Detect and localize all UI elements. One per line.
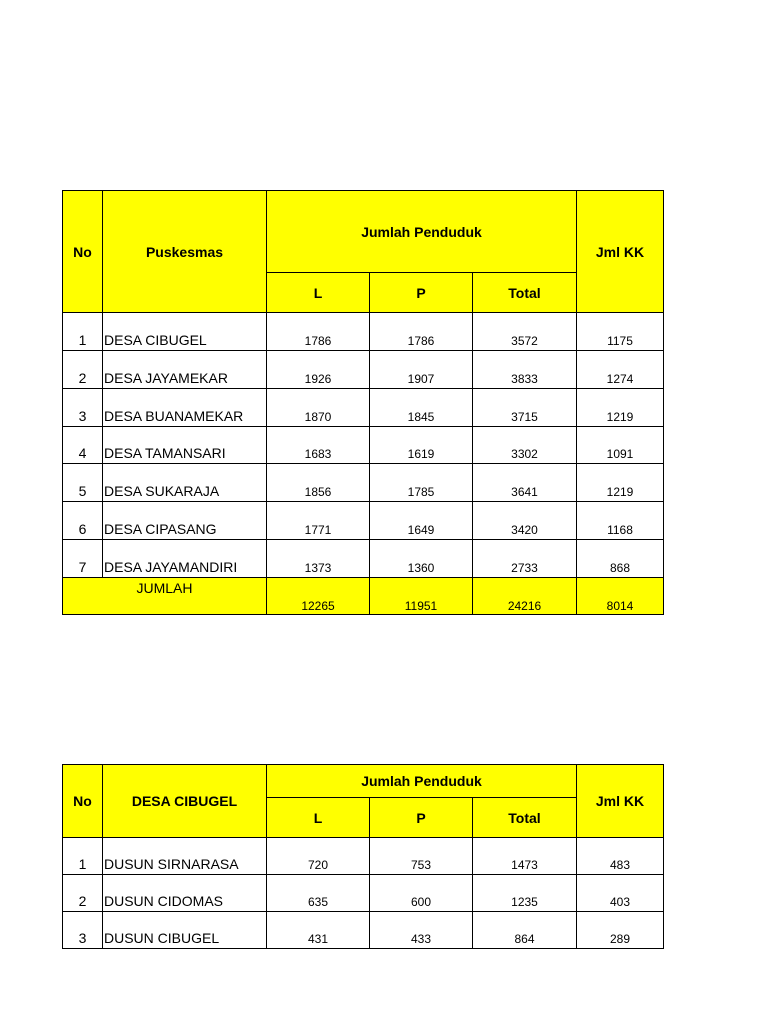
- totals-kk: 8014: [577, 578, 664, 615]
- population-table-puskesmas: [62, 190, 664, 615]
- row-name: DESA SUKARAJA: [103, 464, 267, 502]
- table-row: [63, 502, 664, 540]
- row-l: 1771: [267, 502, 370, 540]
- row-kk: 868: [577, 540, 664, 578]
- row-name: DESA CIBUGEL: [103, 313, 267, 351]
- row-p: 1785: [370, 464, 473, 502]
- header-desa: DESA CIBUGEL: [103, 765, 267, 838]
- row-no: 1: [63, 838, 103, 875]
- table-row: [63, 838, 664, 875]
- row-total: 3833: [473, 351, 577, 389]
- row-name: DUSUN CIDOMAS: [103, 875, 267, 912]
- header-total: Total: [473, 273, 577, 313]
- table-row: [63, 389, 664, 427]
- row-no: 4: [63, 427, 103, 464]
- row-p: 1360: [370, 540, 473, 578]
- header-no: No: [63, 191, 103, 313]
- row-no: 3: [63, 389, 103, 427]
- row-no: 7: [63, 540, 103, 578]
- table-row: [63, 540, 664, 578]
- header-puskesmas: Puskesmas: [103, 191, 267, 313]
- row-l: 1683: [267, 427, 370, 464]
- header-p: P: [370, 273, 473, 313]
- row-kk: 1274: [577, 351, 664, 389]
- row-p: 433: [370, 912, 473, 949]
- row-l: 1373: [267, 540, 370, 578]
- row-total: 1235: [473, 875, 577, 912]
- table-row: [63, 351, 664, 389]
- table-row: [63, 912, 664, 949]
- header-total: Total: [473, 798, 577, 838]
- header-jumlah-penduduk: Jumlah Penduduk: [267, 765, 577, 798]
- row-no: 2: [63, 875, 103, 912]
- row-kk: 289: [577, 912, 664, 949]
- header-l: L: [267, 798, 370, 838]
- header-jml-kk: Jml KK: [577, 191, 664, 313]
- row-no: 6: [63, 502, 103, 540]
- row-l: 1786: [267, 313, 370, 351]
- row-name: DESA TAMANSARI: [103, 427, 267, 464]
- row-p: 1786: [370, 313, 473, 351]
- table-row: [63, 464, 664, 502]
- row-total: 3572: [473, 313, 577, 351]
- header-jml-kk: Jml KK: [577, 765, 664, 838]
- row-no: 2: [63, 351, 103, 389]
- totals-p: 11951: [370, 578, 473, 615]
- row-p: 1907: [370, 351, 473, 389]
- row-p: 600: [370, 875, 473, 912]
- row-total: 1473: [473, 838, 577, 875]
- row-kk: 1168: [577, 502, 664, 540]
- header-p: P: [370, 798, 473, 838]
- totals-label: JUMLAH: [63, 578, 267, 615]
- population-table-desa-cibugel: [62, 764, 664, 949]
- row-l: 720: [267, 838, 370, 875]
- row-p: 1619: [370, 427, 473, 464]
- row-kk: 1219: [577, 464, 664, 502]
- row-total: 3641: [473, 464, 577, 502]
- row-name: DESA CIPASANG: [103, 502, 267, 540]
- table-row: [63, 427, 664, 464]
- row-total: 3420: [473, 502, 577, 540]
- table-row: [63, 875, 664, 912]
- row-kk: 483: [577, 838, 664, 875]
- row-name: DESA BUANAMEKAR: [103, 389, 267, 427]
- row-total: 3715: [473, 389, 577, 427]
- totals-total: 24216: [473, 578, 577, 615]
- totals-row: [63, 578, 664, 615]
- row-total: 2733: [473, 540, 577, 578]
- row-total: 3302: [473, 427, 577, 464]
- row-name: DUSUN SIRNARASA: [103, 838, 267, 875]
- row-name: DESA JAYAMEKAR: [103, 351, 267, 389]
- row-l: 635: [267, 875, 370, 912]
- row-no: 5: [63, 464, 103, 502]
- row-kk: 1175: [577, 313, 664, 351]
- row-kk: 403: [577, 875, 664, 912]
- row-p: 1845: [370, 389, 473, 427]
- row-kk: 1091: [577, 427, 664, 464]
- header-l: L: [267, 273, 370, 313]
- row-l: 1926: [267, 351, 370, 389]
- row-no: 1: [63, 313, 103, 351]
- row-l: 431: [267, 912, 370, 949]
- row-total: 864: [473, 912, 577, 949]
- header-no: No: [63, 765, 103, 838]
- row-name: DESA JAYAMANDIRI: [103, 540, 267, 578]
- row-p: 753: [370, 838, 473, 875]
- header-jumlah-penduduk: Jumlah Penduduk: [267, 191, 577, 273]
- row-no: 3: [63, 912, 103, 949]
- totals-l: 12265: [267, 578, 370, 615]
- row-l: 1856: [267, 464, 370, 502]
- row-l: 1870: [267, 389, 370, 427]
- table-row: [63, 313, 664, 351]
- row-name: DUSUN CIBUGEL: [103, 912, 267, 949]
- row-kk: 1219: [577, 389, 664, 427]
- row-p: 1649: [370, 502, 473, 540]
